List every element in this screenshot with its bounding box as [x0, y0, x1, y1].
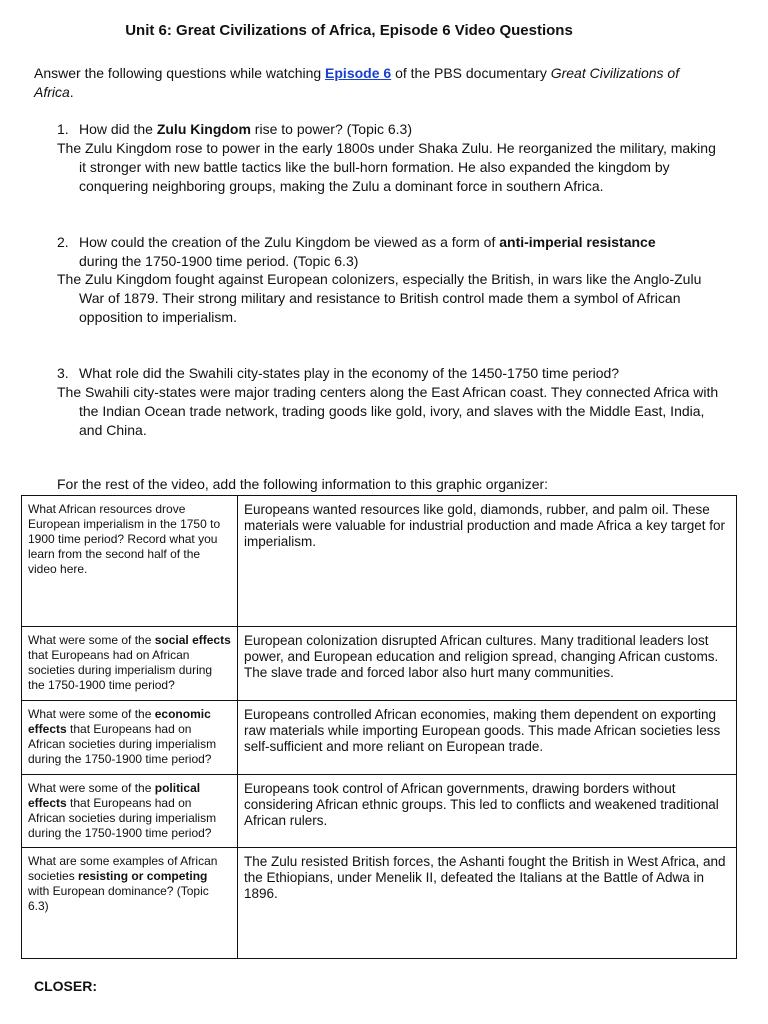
organizer-row — [22, 496, 737, 627]
organizer-row — [22, 775, 737, 848]
question-emphasis: anti-imperial resistance — [499, 234, 656, 250]
organizer-response[interactable]: Europeans controlled African economies, making them dependent on exporting raw materials while importing European goods. This made African societies less self-sufficient and more reliant on European trade. — [238, 701, 737, 775]
question-number: 2. — [57, 234, 69, 250]
documentary-title: Great Civilizations of Africa — [34, 65, 680, 100]
question-3 — [57, 364, 737, 383]
answer-3: The Swahili city-states were major trading centers along the East African coast. They connected Africa with the Indian Ocean trade network, trading goods like gold, ivory, and slaves with the Middle East, India, and China. — [57, 384, 719, 438]
graphic-organizer — [21, 495, 737, 959]
intro-paragraph — [34, 64, 714, 102]
question-text: How did the — [79, 121, 157, 137]
organizer-prompt: What were some of the political effects that Europeans had on African societies during imperialism during the 1750-1900 time period? — [22, 775, 238, 848]
closer-heading: CLOSER: — [34, 978, 97, 994]
question-text: rise to power? (Topic 6.3) — [250, 121, 412, 137]
organizer-prompt: What are some examples of African societies resisting or competing with European dominance? (Topic 6.3) — [22, 848, 238, 959]
question-emphasis: Zulu Kingdom — [156, 121, 251, 137]
question-1 — [57, 120, 737, 139]
organizer-response[interactable]: The Zulu resisted British forces, the Ashanti fought the British in West Africa, and the Ethiopians, under Menelik II, defeated the Italians at the Battle of Adwa in 1896. — [238, 848, 737, 959]
organizer-row — [22, 701, 737, 775]
organizer-response[interactable]: European colonization disrupted African cultures. Many traditional leaders lost power, and European education and religion spread, changing African customs. The slave trade and forced labor also hurt many communities. — [238, 627, 737, 701]
organizer-prompt: What were some of the social effects that Europeans had on African societies during imperialism during the 1750-1900 time period? — [22, 627, 238, 701]
organizer-prompt: What African resources drove European imperialism in the 1750 to 1900 time period? Record what you learn from the second half of the video here. — [22, 496, 238, 627]
page-title: Unit 6: Great Civilizations of Africa, Episode 6 Video Questions — [125, 22, 573, 39]
organizer-prompt: What were some of the economic effects that Europeans had on African societies during imperialism during the 1750-1900 time period? — [22, 701, 238, 775]
question-number: 3. — [57, 365, 69, 381]
question-text: How could the creation of the Zulu Kingdom be viewed as a form of — [79, 234, 500, 250]
organizer-intro: For the rest of the video, add the following information to this graphic organizer: — [57, 476, 549, 492]
question-text: during the 1750-1900 time period. (Topic 6.3) — [79, 253, 359, 269]
organizer-response[interactable]: Europeans took control of African governments, drawing borders without considering African ethnic groups. This led to conflicts and weakened traditional African rulers. — [238, 775, 737, 848]
organizer-row — [22, 627, 737, 701]
question-number: 1. — [57, 121, 69, 137]
organizer-response[interactable]: Europeans wanted resources like gold, diamonds, rubber, and palm oil. These materials were valuable for industrial production and made Africa a key target for imperialism. — [238, 496, 737, 627]
question-text: What role did the Swahili city-states play in the economy of the 1450-1750 time period? — [79, 365, 620, 381]
answer-1: The Zulu Kingdom rose to power in the early 1800s under Shaka Zulu. He reorganized the military, making it stronger with new battle tactics like the bull-horn formation. He also expanded the kingdom by conquering neighboring groups, making the Zulu a dominant force in southern Africa. — [57, 140, 716, 194]
intro-text: of the PBS documentary — [391, 65, 551, 81]
intro-text: . — [69, 84, 74, 100]
answer-2: The Zulu Kingdom fought against European colonizers, especially the British, in wars like the Anglo-Zulu War of 1879. Their strong military and resistance to British control made them a symbol of African opposition to imperialism. — [57, 271, 702, 325]
episode-link[interactable]: Episode 6 — [325, 65, 392, 81]
intro-text: Answer the following questions while watching — [34, 65, 326, 81]
organizer-row — [22, 848, 737, 959]
question-2 — [57, 233, 737, 271]
